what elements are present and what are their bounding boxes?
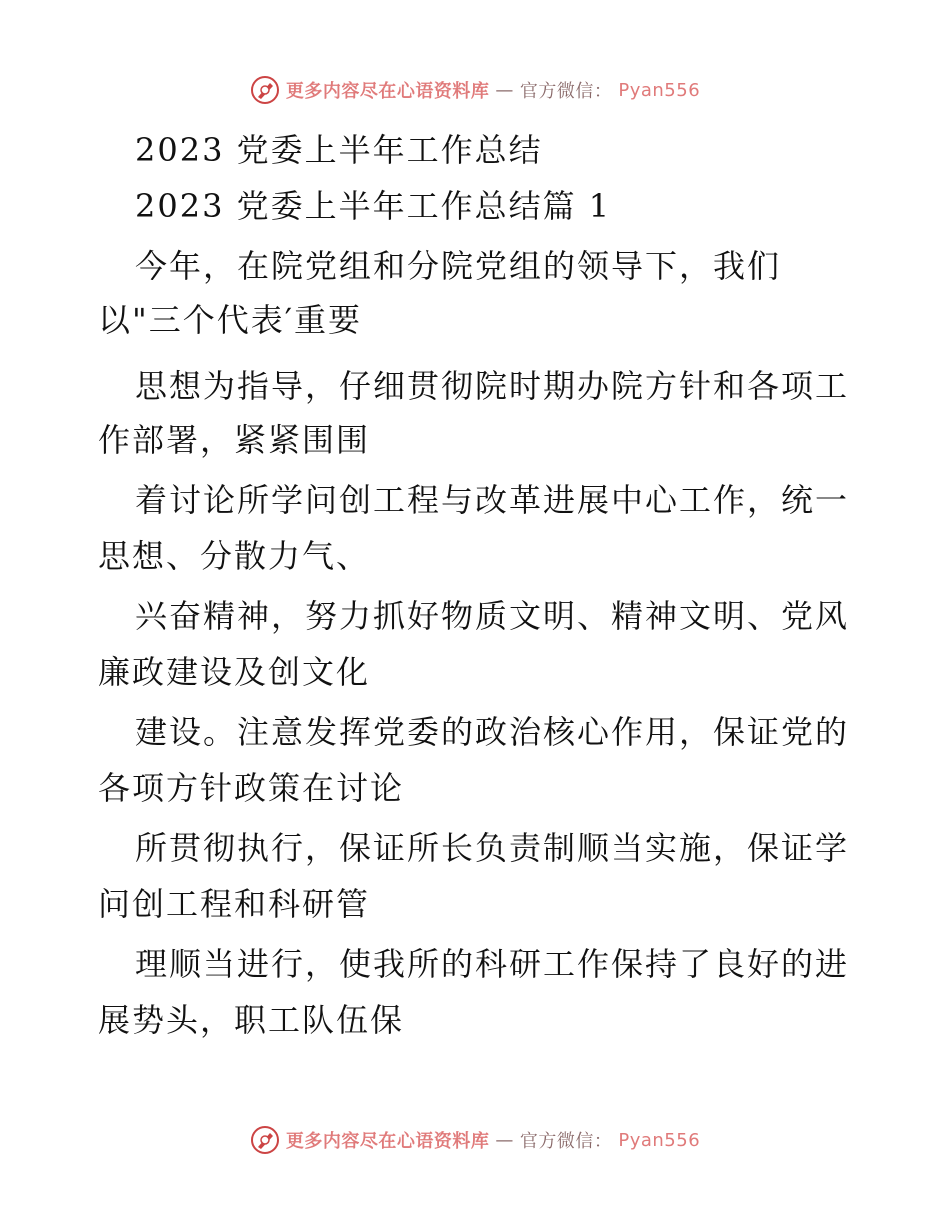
paragraph-line: 所贯彻执行，保证所长负责制顺当实施，保证学 <box>135 829 850 867</box>
paragraph-line: 今年，在院党组和分院党组的领导下，我们 <box>135 247 782 285</box>
watermark-channel: 官方微信： <box>519 81 613 102</box>
paragraph-line: 问创工程和科研管 <box>98 885 371 923</box>
paragraph-line: 理顺当进行，使我所的科研工作保持了良好的进 <box>135 945 850 983</box>
paragraph-line: 作部署，紧紧围围 <box>98 421 371 459</box>
watermark-brand: 更多内容尽在心语资料库 <box>285 81 490 102</box>
paragraph-line: 建设。注意发挥党委的政治核心作用，保证党的 <box>135 713 850 751</box>
paragraph-line: 廉政建设及创文化 <box>98 653 371 691</box>
watermark-account: Pyan556 <box>618 1129 701 1151</box>
watermark-brand: 更多内容尽在心语资料库 <box>285 1131 490 1152</box>
paragraph-line: 思想、分散力气、 <box>98 537 371 575</box>
pen-seal-icon <box>250 75 280 105</box>
watermark-dash: — <box>495 1129 514 1151</box>
paragraph-line: 思想为指导，仔细贯彻院时期办院方针和各项工 <box>135 367 850 405</box>
watermark-account: Pyan556 <box>618 79 701 101</box>
watermark-dash: — <box>495 79 514 101</box>
header-watermark <box>0 70 950 110</box>
paragraph-line: 兴奋精神，努力抓好物质文明、精神文明、党风 <box>135 597 850 635</box>
footer-watermark <box>0 1120 950 1160</box>
watermark-channel: 官方微信： <box>519 1131 613 1152</box>
paragraph-line: 各项方针政策在讨论 <box>98 769 405 807</box>
paragraph-line: 以"三个代表′重要 <box>98 301 362 339</box>
pen-seal-icon <box>250 1125 280 1155</box>
paragraph-line: 着讨论所学问创工程与改革进展中心工作，统一 <box>135 481 850 519</box>
section-heading: 2023 党委上半年工作总结篇 1 <box>135 187 612 225</box>
paragraph-line: 展势头，职工队伍保 <box>98 1001 405 1039</box>
document-title: 2023 党委上半年工作总结 <box>135 131 543 169</box>
